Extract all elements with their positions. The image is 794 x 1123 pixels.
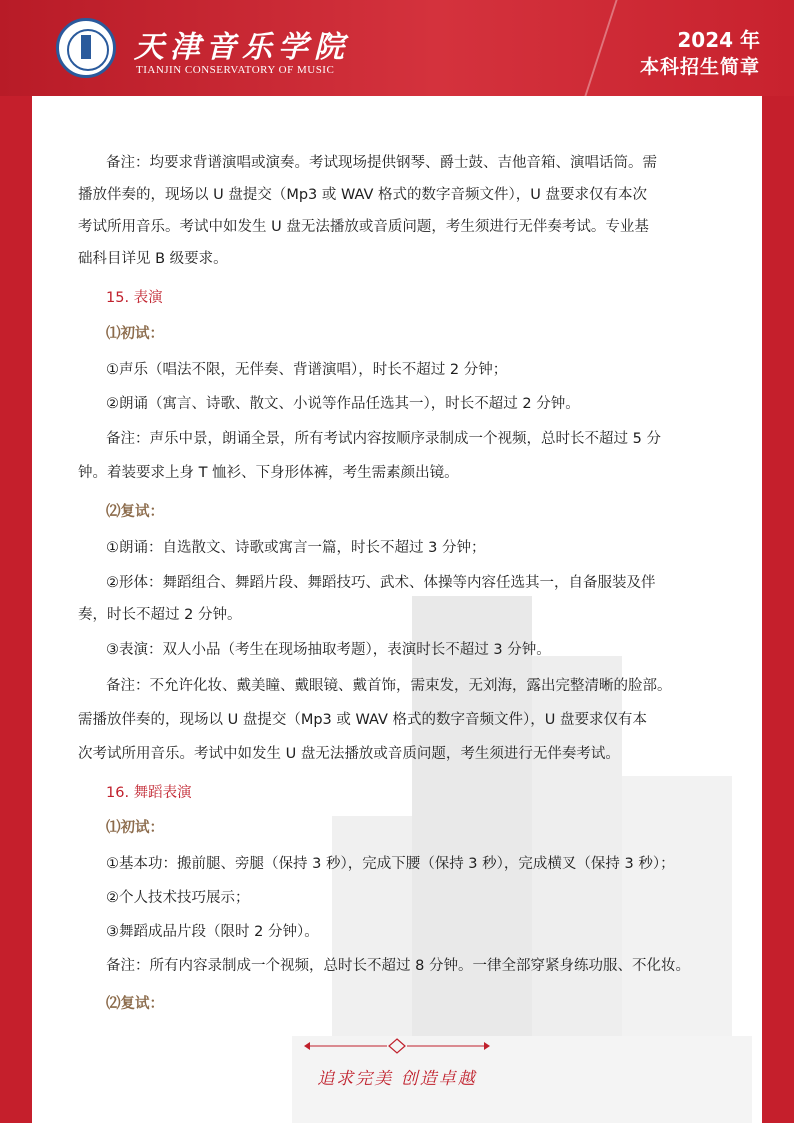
school-name-en: TIANJIN CONSERVATORY OF MUSIC	[136, 64, 335, 76]
subsection-heading: ⑵复试：	[106, 996, 164, 1012]
header-doc-title: 本科招生简章	[639, 56, 760, 78]
header-year: 2024 年	[677, 28, 760, 52]
diamond-ornament-icon	[302, 1036, 492, 1056]
school-name-cn: 天津音乐学院	[134, 30, 350, 65]
page-content	[32, 96, 762, 1123]
body-text-line: ①朗诵：自选散文、诗歌或寓言一篇，时长不超过 3 分钟；	[106, 540, 486, 556]
subsection-heading: ⑵复试：	[106, 504, 164, 520]
body-text-line: ②朗诵（寓言、诗歌、散文、小说等作品任选其一），时长不超过 2 分钟。	[106, 396, 580, 412]
building-watermark-icon	[292, 516, 752, 1123]
body-text-line: 奏，时长不超过 2 分钟。	[78, 607, 242, 623]
body-text-line: ②个人技术技巧展示；	[106, 890, 250, 906]
body-text-line: 备注：声乐中景，朗诵全景，所有考试内容按顺序录制成一个视频，总时长不超过 5 分	[106, 431, 661, 447]
body-text-line: 播放伴奏的，现场以 U 盘提交（Mp3 或 WAV 格式的数字音频文件），U 盘要求仅有本次	[78, 187, 648, 203]
body-text-line: 备注：所有内容录制成一个视频，总时长不超过 8 分钟。一律全部穿紧身练功服、不化妆。	[106, 958, 690, 974]
footer-slogan: 追求完美 创造卓越	[317, 1069, 477, 1089]
header-divider	[584, 0, 617, 96]
body-text-line: ③表演：双人小品（考生在现场抽取考题），表演时长不超过 3 分钟。	[106, 642, 551, 658]
section-heading: 16. 舞蹈表演	[106, 785, 192, 801]
body-text-line: ②形体：舞蹈组合、舞蹈片段、舞蹈技巧、武术、体操等内容任选其一，自备服装及伴	[106, 575, 656, 591]
body-text-line: 需播放伴奏的，现场以 U 盘提交（Mp3 或 WAV 格式的数字音频文件），U 盘要求仅有本	[78, 712, 648, 728]
header-band	[0, 0, 794, 96]
section-heading: 15. 表演	[106, 290, 163, 306]
body-text-line: 考试所用音乐。考试中如发生 U 盘无法播放或音质问题，考生须进行无伴奏考试。专业基	[78, 219, 649, 235]
body-text-line: 备注：不允许化妆、戴美瞳、戴眼镜、戴首饰，需束发，无刘海，露出完整清晰的脸部。	[106, 678, 672, 694]
school-emblem-icon	[56, 18, 116, 78]
body-text-line: 钟。着装要求上身 T 恤衫、下身形体裤，考生需素颜出镜。	[78, 465, 459, 481]
body-text-line: ③舞蹈成品片段（限时 2 分钟）。	[106, 924, 319, 940]
subsection-heading: ⑴初试：	[106, 326, 164, 342]
body-text-line: ①基本功：搬前腿、旁腿（保持 3 秒），完成下腰（保持 3 秒），完成横叉（保持 3 秒）；	[106, 856, 675, 872]
body-text-line: ①声乐（唱法不限，无伴奏、背谱演唱），时长不超过 2 分钟；	[106, 362, 508, 378]
footer-slogan-block	[302, 1036, 492, 1096]
body-text-line: 础科目详见 B 级要求。	[78, 251, 228, 267]
body-text-line: 次考试所用音乐。考试中如发生 U 盘无法播放或音质问题，考生须进行无伴奏考试。	[78, 746, 620, 762]
body-text-line: 备注：均要求背谱演唱或演奏。考试现场提供钢琴、爵士鼓、吉他音箱、演唱话筒。需	[106, 155, 657, 171]
subsection-heading: ⑴初试：	[106, 820, 164, 836]
